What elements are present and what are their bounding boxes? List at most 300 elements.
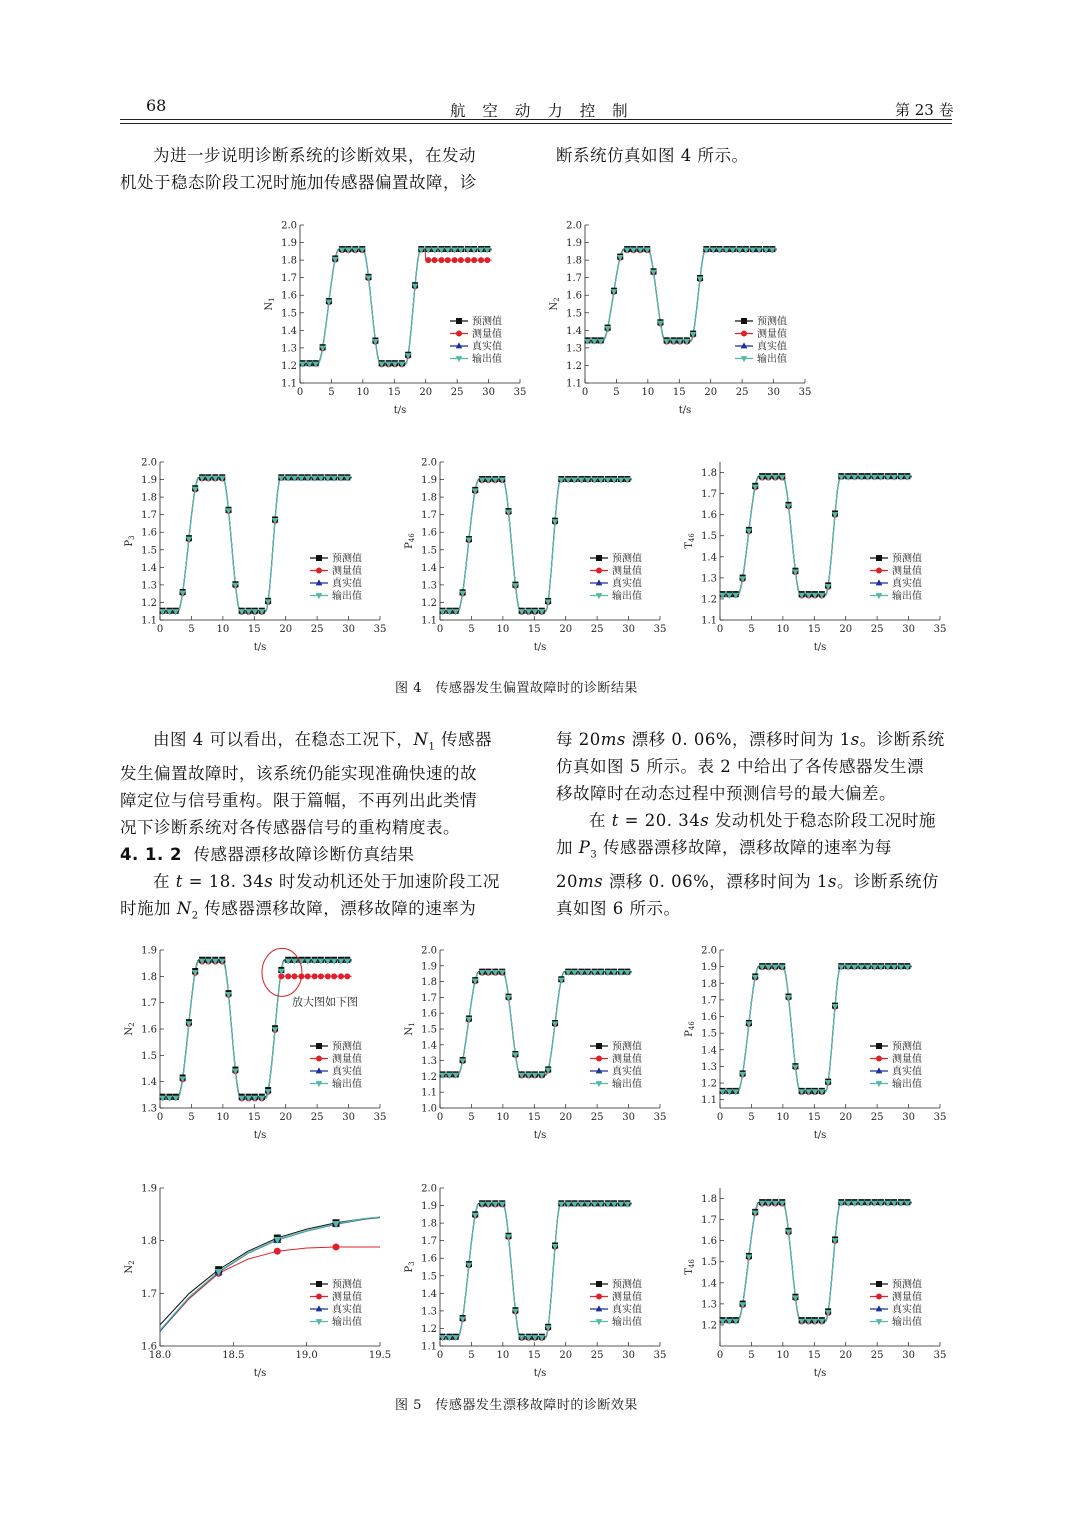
subscript: 3 [590, 849, 598, 861]
x-tick-label: 5 [328, 387, 335, 398]
marker-circle [445, 257, 451, 263]
y-tick-label: 1.3 [141, 580, 157, 592]
text-span: 在 [153, 872, 176, 892]
legend-label: 预测值 [332, 553, 362, 565]
x-tick-label: 30 [342, 624, 355, 635]
x-axis-label: t/s [253, 1368, 267, 1379]
x-tick-label: 30 [342, 1112, 355, 1123]
text-span: 传感器漂移故障，漂移故障的速率为每 [597, 838, 892, 857]
legend-label: 测量值 [757, 329, 787, 340]
y-axis-label-sub: 3 [128, 535, 136, 540]
x-tick-label: 30 [622, 624, 635, 635]
marker-circle [876, 1056, 882, 1062]
legend-label: 输出值 [612, 1079, 642, 1090]
x-tick-label: 25 [590, 1350, 604, 1361]
y-tick-label: 1.6 [421, 1008, 437, 1020]
section-number: 4. 1. 2 [120, 845, 182, 865]
text-span: 每 20 [556, 730, 601, 749]
y-axis-label [264, 297, 276, 310]
legend-label: 预测值 [332, 1279, 362, 1291]
y-tick-label: 1.7 [701, 489, 717, 501]
y-tick-label: 1.4 [701, 1278, 717, 1290]
x-tick-label: 15 [387, 387, 401, 398]
text-line: 障定位与信号重构。限于篇幅，不再列出此类情 [120, 791, 477, 811]
x-tick-label: 15 [527, 624, 541, 635]
y-tick-label: 1.9 [281, 238, 297, 250]
y-tick-label: 1.7 [421, 992, 437, 1004]
x-axis-label: t/s [533, 642, 547, 653]
y-axis-label-main: P [124, 539, 135, 547]
marker-circle [458, 257, 464, 263]
legend-label: 真实值 [892, 1304, 922, 1316]
legend-label: 输出值 [892, 1079, 922, 1090]
x-tick-label: 20 [279, 624, 293, 635]
marker-circle [741, 331, 747, 337]
x-tick-label: 35 [653, 1350, 667, 1361]
y-tick-label: 1.6 [281, 290, 297, 302]
x-tick-label: 30 [767, 387, 780, 398]
y-axis-label [124, 1022, 136, 1035]
x-tick-label: 0 [436, 1350, 444, 1361]
text-span: 发动机处于稳态阶段工况时施 [709, 811, 936, 830]
text-span: 传感器 [435, 730, 493, 749]
marker-square [876, 555, 882, 561]
y-tick-label: 1.2 [701, 1078, 717, 1090]
marker-square [596, 1281, 602, 1287]
marker-triangle-down [456, 356, 463, 362]
x-tick-label: 30 [902, 624, 915, 635]
legend-label: 真实值 [332, 578, 362, 590]
marker-square [456, 318, 462, 324]
y-tick-label: 1.1 [701, 1095, 717, 1107]
legend-label: 预测值 [892, 1041, 922, 1053]
journal-title: 航 空 动 力 控 制 [450, 102, 634, 120]
legend-label: 测量值 [332, 1292, 362, 1303]
x-tick-label: 0 [716, 1112, 724, 1123]
fig5-chart-n1 [380, 940, 680, 1150]
x-tick-label: 5 [468, 1350, 475, 1361]
intro-paragraph-right [556, 142, 956, 169]
x-tick-label: 0 [156, 624, 164, 635]
legend-label: 真实值 [612, 1066, 642, 1078]
x-tick-label: 25 [735, 387, 749, 398]
x-tick-label: 25 [310, 1112, 324, 1123]
fig5-chart-p46 [660, 940, 960, 1150]
marker-circle [318, 973, 324, 979]
marker-circle [596, 1056, 602, 1062]
x-tick-label: 5 [613, 387, 620, 398]
y-tick-label: 1.2 [701, 1320, 717, 1332]
y-tick-label: 1.5 [141, 545, 157, 557]
x-tick-label: 10 [216, 624, 230, 635]
y-tick-label: 1.1 [421, 1087, 437, 1099]
legend-label: 测量值 [612, 1054, 642, 1065]
y-tick-label: 1.9 [141, 475, 157, 487]
legend-label: 预测值 [332, 1041, 362, 1053]
marker-circle [596, 1294, 602, 1300]
marker-triangle-down [741, 356, 748, 362]
y-axis-label-main: T [684, 1268, 695, 1275]
legend-label: 真实值 [612, 578, 642, 590]
y-tick-label: 1.2 [421, 1071, 437, 1083]
y-tick-label: 1.9 [141, 945, 157, 957]
marker-circle [316, 568, 322, 574]
y-tick-label: 1.9 [701, 962, 717, 974]
x-tick-label: 5 [468, 1112, 475, 1123]
x-tick-label: 20 [279, 1112, 293, 1123]
text-line: 断系统仿真如图 4 所示。 [556, 146, 749, 165]
x-tick-label: 18.0 [148, 1350, 172, 1361]
y-tick-label: 1.4 [281, 325, 297, 337]
y-tick-label: 1.9 [421, 1201, 437, 1213]
marker-square [876, 1043, 882, 1049]
legend-label: 输出值 [757, 354, 787, 365]
marker-circle [432, 257, 438, 263]
header-rule [120, 119, 952, 120]
x-axis-label: t/s [533, 1368, 547, 1379]
y-tick-label: 1.8 [421, 492, 437, 504]
paragraph-left-2 [120, 726, 520, 930]
x-tick-label: 15 [247, 624, 261, 635]
x-tick-label: 0 [581, 387, 589, 398]
header-rule-thin [120, 123, 952, 124]
fig5-chart-n2-zoom [100, 1178, 400, 1388]
legend-label: 测量值 [332, 566, 362, 577]
x-tick-label: 35 [933, 624, 947, 635]
y-axis-label-sub: 2 [128, 1260, 136, 1265]
marker-square [316, 555, 322, 561]
y-tick-label: 1.5 [566, 308, 582, 320]
legend-label: 输出值 [612, 591, 642, 602]
marker-circle [305, 973, 311, 979]
fig5-chart-p3 [380, 1178, 680, 1388]
y-tick-label: 1.9 [141, 1183, 157, 1195]
y-tick-label: 1.4 [141, 562, 157, 574]
marker-circle [333, 1243, 340, 1250]
text-line [556, 834, 956, 868]
x-tick-label: 5 [748, 1350, 755, 1361]
marker-circle [478, 257, 484, 263]
y-tick-label: 1.1 [421, 1341, 437, 1353]
legend-label: 真实值 [757, 341, 787, 353]
x-tick-label: 5 [748, 624, 755, 635]
text-line: 真如图 6 所示。 [556, 899, 681, 919]
x-tick-label: 35 [653, 624, 667, 635]
y-axis-label [684, 1021, 696, 1037]
y-tick-label: 1.2 [141, 597, 157, 609]
series-line-3 [720, 477, 912, 595]
x-tick-label: 25 [590, 1112, 604, 1123]
y-tick-label: 1.7 [141, 1288, 157, 1300]
y-tick-label: 2.0 [421, 945, 437, 957]
y-tick-label: 1.6 [701, 510, 717, 522]
x-tick-label: 15 [807, 624, 821, 635]
series-line-3 [440, 972, 632, 1075]
x-axis-label: t/s [813, 642, 827, 653]
unit-ms: ms [578, 872, 604, 892]
text-line: 为进一步说明诊断系统的诊断效果，在发动 [153, 146, 476, 165]
subscript: 2 [191, 910, 199, 922]
text-line [120, 868, 520, 895]
y-tick-label: 1.2 [421, 597, 437, 609]
x-tick-label: 35 [933, 1350, 947, 1361]
y-tick-label: 2.0 [701, 945, 717, 957]
x-tick-label: 20 [419, 387, 433, 398]
y-axis-label-sub: 46 [408, 533, 416, 543]
y-axis-label-main: P [404, 1265, 415, 1273]
marker-circle [312, 973, 318, 979]
y-tick-label: 1.6 [141, 527, 157, 539]
y-tick-label: 1.3 [421, 1056, 437, 1068]
marker-circle [465, 257, 471, 263]
y-axis-label-main: N [124, 1264, 135, 1274]
marker-circle [484, 257, 490, 263]
legend-label: 输出值 [332, 1079, 362, 1090]
fig5-chart-t46 [660, 1178, 960, 1388]
x-tick-label: 25 [870, 1350, 884, 1361]
y-tick-label: 1.8 [141, 492, 157, 504]
legend-label: 测量值 [612, 1292, 642, 1303]
marker-circle [452, 257, 458, 263]
y-tick-label: 1.8 [421, 977, 437, 989]
y-tick-label: 1.9 [421, 475, 437, 487]
y-axis-label-sub: 46 [688, 533, 696, 543]
fig4-chart-n2 [525, 215, 825, 425]
y-axis-label-main: N [264, 301, 275, 311]
x-tick-label: 15 [807, 1350, 821, 1361]
fig5-chart-n2 [100, 940, 400, 1150]
x-tick-label: 19.0 [295, 1350, 318, 1361]
series-line-3 [440, 1204, 632, 1337]
y-tick-label: 1.2 [566, 360, 582, 372]
unit-s: s [700, 811, 710, 830]
marker-square [596, 1043, 602, 1049]
x-tick-label: 20 [839, 1112, 853, 1123]
legend-label: 预测值 [612, 553, 642, 565]
text-line [556, 726, 956, 753]
y-tick-label: 1.7 [421, 510, 437, 522]
y-tick-label: 1.3 [701, 1299, 717, 1311]
y-tick-label: 1.3 [701, 573, 717, 585]
page-number: 68 [146, 96, 167, 115]
y-axis-label-sub: 2 [128, 1022, 136, 1027]
x-tick-label: 5 [748, 1112, 755, 1123]
marker-circle [274, 1248, 281, 1255]
y-tick-label: 1.8 [141, 971, 157, 983]
marker-circle [344, 973, 350, 979]
legend-label: 测量值 [472, 329, 502, 340]
y-tick-label: 2.0 [421, 457, 437, 469]
y-tick-label: 1.3 [701, 1061, 717, 1073]
text-span: 在 [589, 811, 612, 830]
y-axis-label [684, 533, 696, 549]
y-axis-label [684, 1259, 696, 1275]
intro-paragraph-left [120, 142, 520, 196]
y-tick-label: 1.3 [421, 580, 437, 592]
x-tick-label: 30 [902, 1350, 915, 1361]
marker-circle [471, 257, 477, 263]
y-tick-label: 1.3 [566, 343, 582, 355]
paragraph-right-2 [556, 726, 956, 922]
y-axis-label-sub: 46 [688, 1259, 696, 1269]
marker-square [316, 1043, 322, 1049]
y-tick-label: 1.4 [421, 1288, 437, 1300]
x-axis-label: t/s [813, 1368, 827, 1379]
y-tick-label: 1.9 [566, 238, 582, 250]
legend-label: 预测值 [892, 553, 922, 565]
series-line-3 [720, 967, 912, 1092]
series-line-3 [160, 478, 352, 611]
legend-label: 真实值 [332, 1066, 362, 1078]
y-tick-label: 1.7 [141, 510, 157, 522]
y-tick-label: 1.3 [281, 343, 297, 355]
y-tick-label: 1.7 [281, 273, 297, 285]
legend-label: 真实值 [892, 578, 922, 590]
marker-circle [338, 973, 344, 979]
x-tick-label: 30 [902, 1112, 915, 1123]
legend-label: 测量值 [892, 566, 922, 577]
x-tick-label: 10 [641, 387, 655, 398]
x-tick-label: 15 [807, 1112, 821, 1123]
marker-circle [331, 973, 337, 979]
y-axis-label [124, 535, 136, 546]
series-line-3 [585, 250, 777, 341]
text-line: 况下诊断系统对各传感器信号的重构精度表。 [120, 818, 460, 838]
y-axis-label [404, 1022, 416, 1035]
legend-label: 测量值 [332, 1054, 362, 1065]
volume: 第 23 卷 [895, 101, 954, 119]
y-axis-label-sub: 2 [553, 297, 561, 302]
x-tick-label: 15 [527, 1112, 541, 1123]
fig4-chart-n1 [240, 215, 540, 425]
x-tick-label: 35 [653, 1112, 667, 1123]
x-tick-label: 0 [436, 1112, 444, 1123]
y-tick-label: 1.1 [421, 615, 437, 627]
legend-label: 输出值 [612, 1317, 642, 1328]
y-tick-label: 1.2 [421, 1323, 437, 1335]
legend-label: 真实值 [892, 1066, 922, 1078]
text-span: 传感器漂移故障，漂移故障的速率为 [198, 899, 477, 919]
marker-circle [438, 257, 444, 263]
zoom-note: 放大图如下图 [292, 995, 358, 1009]
legend-label: 真实值 [332, 1304, 362, 1316]
y-tick-label: 1.4 [421, 562, 437, 574]
y-axis-label-main: P [684, 1030, 695, 1037]
x-axis-label: t/s [393, 405, 407, 416]
marker-circle [316, 1056, 322, 1062]
series-line-3 [720, 1203, 912, 1321]
y-axis-label-sub: 3 [408, 1261, 416, 1266]
marker-circle [316, 1294, 322, 1300]
y-tick-label: 1.5 [141, 1050, 157, 1062]
text-line: 机处于稳态阶段工况时施加传感器偏置故障，诊 [120, 173, 477, 192]
x-tick-label: 10 [216, 1112, 230, 1123]
x-tick-label: 20 [839, 1350, 853, 1361]
x-tick-label: 35 [513, 387, 527, 398]
figure-5-caption: 图 5 传感器发生漂移故障时的诊断效果 [395, 1398, 638, 1413]
section-heading [120, 841, 520, 868]
x-tick-label: 15 [247, 1112, 261, 1123]
series-line-3 [300, 250, 492, 364]
unit-ms: ms [600, 730, 626, 749]
text-line: 移故障时在动态过程中预测信号的最大偏差。 [556, 784, 896, 803]
unit-s: s [264, 872, 274, 892]
x-tick-label: 35 [933, 1112, 947, 1123]
var-n: N [176, 899, 192, 919]
x-tick-label: 20 [839, 624, 853, 635]
text-line [556, 868, 956, 895]
y-tick-label: 1.5 [421, 545, 437, 557]
text-span: 时发动机还处于加速阶段工况 [273, 872, 500, 892]
y-tick-label: 1.6 [566, 290, 582, 302]
x-tick-label: 10 [496, 624, 510, 635]
x-tick-label: 0 [436, 624, 444, 635]
series-line-3 [160, 961, 352, 1098]
x-tick-label: 5 [188, 1112, 195, 1123]
subscript: 1 [428, 741, 436, 753]
y-tick-label: 1.5 [701, 1028, 717, 1040]
x-axis-label: t/s [678, 405, 692, 416]
legend-label: 预测值 [472, 316, 502, 328]
y-tick-label: 1.3 [141, 1103, 157, 1115]
y-tick-label: 1.5 [701, 531, 717, 543]
x-tick-label: 10 [776, 1350, 790, 1361]
x-tick-label: 0 [296, 387, 304, 398]
unit-s: s [850, 730, 860, 749]
var-t: t [175, 872, 183, 892]
x-tick-label: 25 [450, 387, 464, 398]
y-tick-label: 1.8 [421, 1218, 437, 1230]
y-tick-label: 1.6 [421, 527, 437, 539]
legend-label: 输出值 [332, 591, 362, 602]
x-tick-label: 20 [704, 387, 718, 398]
fig4-chart-p46 [380, 452, 680, 662]
y-tick-label: 1.8 [141, 1236, 157, 1248]
y-tick-label: 2.0 [281, 220, 297, 232]
y-axis-label [549, 297, 561, 310]
section-title: 传感器漂移故障诊断仿真结果 [193, 845, 415, 865]
legend-label: 预测值 [612, 1041, 642, 1053]
fig4-chart-p3 [100, 452, 400, 662]
text-span: 漂移 0. 06%，漂移时间为 1 [603, 872, 829, 892]
marker-circle [456, 331, 462, 337]
text-span: = 20. 34 [618, 811, 701, 830]
x-tick-label: 10 [776, 1112, 790, 1123]
y-tick-label: 1.2 [701, 594, 717, 606]
y-tick-label: 1.9 [421, 961, 437, 973]
legend-label: 输出值 [472, 354, 502, 365]
legend-label: 输出值 [892, 1317, 922, 1328]
x-tick-label: 35 [373, 1112, 387, 1123]
text-line [120, 726, 520, 760]
text-line: 仿真如图 5 所示。表 2 中给出了各传感器发生漂 [556, 757, 924, 776]
y-axis-label-main: P [404, 542, 415, 549]
x-tick-label: 10 [496, 1112, 510, 1123]
x-tick-label: 0 [716, 624, 724, 635]
marker-square [741, 318, 747, 324]
text-span: 时施加 [120, 899, 177, 919]
y-tick-label: 1.4 [566, 325, 582, 337]
x-tick-label: 35 [798, 387, 812, 398]
y-tick-label: 1.4 [701, 552, 717, 564]
x-tick-label: 30 [622, 1350, 635, 1361]
y-tick-label: 1.4 [421, 1040, 437, 1052]
x-tick-label: 20 [559, 624, 573, 635]
legend-label: 测量值 [892, 1292, 922, 1303]
x-axis-label: t/s [813, 1130, 827, 1141]
y-axis-label-main: T [684, 542, 695, 549]
x-tick-label: 19.5 [368, 1350, 392, 1361]
